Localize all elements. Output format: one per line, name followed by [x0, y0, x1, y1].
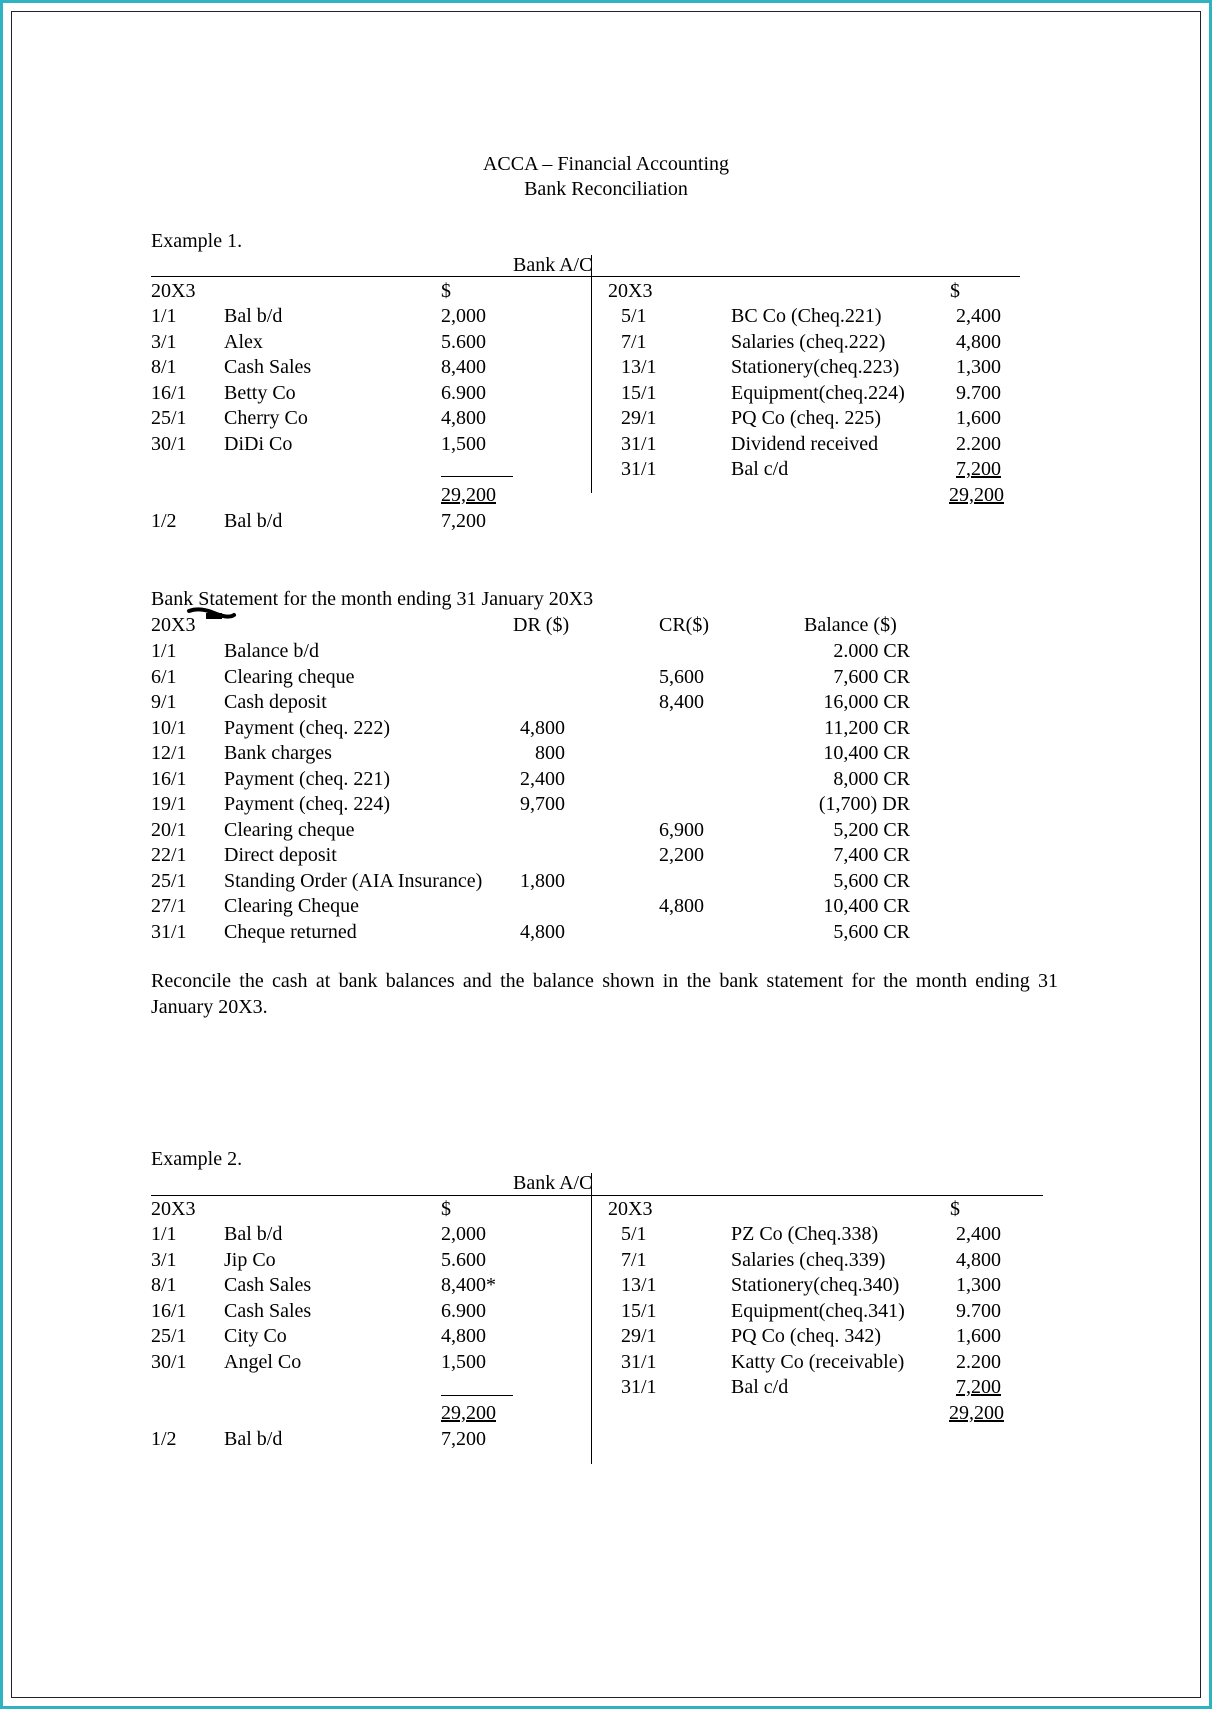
statement-row-desc: Payment (cheq. 224) [224, 793, 391, 815]
example1-top-rule [151, 276, 1020, 277]
statement-row-desc: Balance b/d [224, 640, 319, 662]
ledger-credit-date: 7/1 [621, 1249, 647, 1271]
ledger-credit-amount: 7,200 [956, 1376, 1001, 1398]
ledger-debit-amount: 4,800 [441, 407, 486, 429]
ledger-credit-amount: 2,400 [956, 305, 1001, 327]
statement-row-date: 22/1 [151, 844, 187, 866]
ledger-debit-desc: Jip Co [224, 1249, 276, 1271]
ledger-credit-date: 31/1 [621, 458, 657, 480]
example1-cr-year: 20X3 [608, 280, 653, 302]
ledger-credit-desc: Bal c/d [731, 1376, 789, 1398]
ledger-debit-desc: Bal b/d [224, 1223, 283, 1245]
ledger-credit-date: 31/1 [621, 1351, 657, 1373]
ledger-credit-date: 5/1 [621, 1223, 647, 1245]
statement-row-desc: Clearing cheque [224, 666, 355, 688]
ledger-credit-amount: 1,300 [956, 356, 1001, 378]
ledger-credit-desc: Dividend received [731, 433, 879, 455]
ledger-credit-date: 13/1 [621, 1274, 657, 1296]
ledger-credit-amount: 9.700 [956, 1300, 1001, 1322]
ledger-debit-amount: 1,500 [441, 1351, 486, 1373]
ledger-debit-date: 8/1 [151, 1274, 177, 1296]
statement-row-dr: 800 [535, 742, 565, 764]
ledger-debit-desc: Angel Co [224, 1351, 302, 1373]
statement-row-dr: 9,700 [520, 793, 565, 815]
ledger-credit-amount: 2.200 [956, 1351, 1001, 1373]
statement-row-date: 10/1 [151, 717, 187, 739]
ledger-debit-desc: City Co [224, 1325, 287, 1347]
ledger-credit-desc: Salaries (cheq.222) [731, 331, 886, 353]
statement-row-desc: Cash deposit [224, 691, 327, 713]
example1-account-title: Bank A/C [513, 254, 593, 276]
ledger-credit-amount: 2.200 [956, 433, 1001, 455]
statement-cr-header: CR($) [659, 614, 709, 636]
statement-row-balance: 2.000 CR [833, 640, 910, 662]
statement-row-balance: 16,000 CR [823, 691, 910, 713]
statement-row-dr: 4,800 [520, 921, 565, 943]
ledger-debit-amount: 2,000 [441, 1223, 486, 1245]
example2-bal-bd-date: 1/2 [151, 1428, 177, 1450]
statement-row-desc: Payment (cheq. 222) [224, 717, 391, 739]
ledger-credit-amount: 1,600 [956, 407, 1001, 429]
statement-dr-header: DR ($) [513, 614, 570, 636]
ledger-debit-date: 3/1 [151, 331, 177, 353]
ledger-credit-date: 5/1 [621, 305, 647, 327]
statement-row-date: 1/1 [151, 640, 177, 662]
ledger-credit-date: 31/1 [621, 1376, 657, 1398]
example1-cr-currency: $ [950, 280, 960, 302]
ledger-credit-desc: PQ Co (cheq. 342) [731, 1325, 881, 1347]
ledger-credit-amount: 1,300 [956, 1274, 1001, 1296]
statement-year: 20X3 [151, 614, 196, 636]
statement-row-balance: 10,400 CR [823, 895, 910, 917]
ledger-credit-date: 29/1 [621, 1325, 657, 1347]
example2-dr-year: 20X3 [151, 1198, 196, 1220]
ledger-credit-amount: 2,400 [956, 1223, 1001, 1245]
ledger-debit-amount: 4,800 [441, 1325, 486, 1347]
statement-row-dr: 2,400 [520, 768, 565, 790]
statement-title: Bank Statement for the month ending 31 January 20X3 [151, 588, 594, 610]
example2-account-title: Bank A/C [513, 1172, 593, 1194]
example1-bal-bd-desc: Bal b/d [224, 510, 283, 532]
example1-dr-year: 20X3 [151, 280, 196, 302]
ledger-credit-date: 15/1 [621, 1300, 657, 1322]
ledger-debit-desc: Alex [224, 331, 263, 353]
example2-label: Example 2. [151, 1148, 243, 1170]
ledger-debit-date: 25/1 [151, 1325, 187, 1347]
example1-dr-subtotal-rule [441, 476, 513, 477]
statement-row-balance: 5,600 CR [833, 921, 910, 943]
statement-row-date: 19/1 [151, 793, 187, 815]
ledger-credit-amount: 9.700 [956, 382, 1001, 404]
statement-row-date: 20/1 [151, 819, 187, 841]
ledger-debit-date: 25/1 [151, 407, 187, 429]
statement-row-balance: 7,600 CR [833, 666, 910, 688]
page-border [11, 11, 1201, 1698]
statement-row-desc: Clearing Cheque [224, 895, 359, 917]
ledger-debit-date: 30/1 [151, 1351, 187, 1373]
example2-dr-currency: $ [441, 1198, 451, 1220]
statement-row-balance: 10,400 CR [823, 742, 910, 764]
ledger-credit-desc: BC Co (Cheq.221) [731, 305, 882, 327]
example2-dr-subtotal-rule [441, 1395, 513, 1396]
ledger-credit-desc: PZ Co (Cheq.338) [731, 1223, 879, 1245]
ledger-credit-date: 13/1 [621, 356, 657, 378]
ledger-debit-amount: 1,500 [441, 433, 486, 455]
ledger-credit-amount: 4,800 [956, 331, 1001, 353]
ledger-debit-desc: Cherry Co [224, 407, 308, 429]
ledger-debit-amount: 6.900 [441, 1300, 486, 1322]
statement-row-date: 27/1 [151, 895, 187, 917]
statement-row-dr: 4,800 [520, 717, 565, 739]
statement-row-cr: 8,400 [659, 691, 704, 713]
statement-row-balance: 11,200 CR [824, 717, 910, 739]
ledger-credit-desc: Katty Co (receivable) [731, 1351, 905, 1373]
example2-cr-year: 20X3 [608, 1198, 653, 1220]
example1-t-divider [591, 255, 592, 493]
ledger-debit-amount: 5.600 [441, 1249, 486, 1271]
ledger-credit-desc: Stationery(cheq.223) [731, 356, 900, 378]
statement-row-desc: Bank charges [224, 742, 332, 764]
ledger-credit-desc: PQ Co (cheq. 225) [731, 407, 881, 429]
ledger-credit-desc: Bal c/d [731, 458, 789, 480]
statement-row-cr: 4,800 [659, 895, 704, 917]
doc-title: ACCA – Financial Accounting [482, 153, 730, 175]
ledger-debit-desc: Bal b/d [224, 305, 283, 327]
example2-bal-bd-amount: 7,200 [441, 1428, 486, 1450]
ledger-credit-date: 31/1 [621, 433, 657, 455]
doc-subtitle: Bank Reconciliation [524, 178, 688, 200]
statement-row-balance: 5,600 CR [833, 870, 910, 892]
ledger-credit-amount: 4,800 [956, 1249, 1001, 1271]
statement-row-date: 6/1 [151, 666, 177, 688]
ledger-debit-date: 1/1 [151, 1223, 177, 1245]
ledger-credit-desc: Salaries (cheq.339) [731, 1249, 886, 1271]
statement-row-balance: (1,700) DR [818, 793, 910, 815]
statement-row-desc: Cheque returned [224, 921, 357, 943]
statement-row-dr: 1,800 [520, 870, 565, 892]
example1-label: Example 1. [151, 230, 243, 252]
example2-t-divider [591, 1173, 592, 1464]
example2-bal-bd-desc: Bal b/d [224, 1428, 283, 1450]
statement-row-balance: 8,000 CR [833, 768, 910, 790]
ledger-debit-amount: 8,400 [441, 356, 486, 378]
ledger-debit-amount: 8,400* [441, 1274, 496, 1296]
example1-bal-bd-amount: 7,200 [441, 510, 486, 532]
statement-row-date: 31/1 [151, 921, 187, 943]
ledger-credit-date: 7/1 [621, 331, 647, 353]
ledger-credit-desc: Equipment(cheq.341) [731, 1300, 905, 1322]
ledger-credit-amount: 7,200 [956, 458, 1001, 480]
ledger-debit-amount: 2,000 [441, 305, 486, 327]
statement-row-desc: Direct deposit [224, 844, 337, 866]
instruction-paragraph: Reconcile the cash at bank balances and the balance shown in the bank statement for the month ending 31 January 20X3. [151, 970, 1058, 1018]
ledger-credit-date: 29/1 [621, 407, 657, 429]
statement-row-balance: 5,200 CR [833, 819, 910, 841]
ledger-debit-date: 16/1 [151, 1300, 187, 1322]
statement-row-date: 25/1 [151, 870, 187, 892]
statement-row-cr: 2,200 [659, 844, 704, 866]
ledger-debit-desc: Betty Co [224, 382, 296, 404]
ledger-debit-amount: 6.900 [441, 382, 486, 404]
ledger-debit-desc: Cash Sales [224, 1300, 312, 1322]
statement-balance-header: Balance ($) [804, 614, 897, 636]
ledger-debit-desc: DiDi Co [224, 433, 293, 455]
ledger-credit-desc: Equipment(cheq.224) [731, 382, 905, 404]
statement-row-desc: Standing Order (AIA Insurance) [224, 870, 483, 892]
statement-row-balance: 7,400 CR [833, 844, 910, 866]
example2-top-rule [151, 1195, 1043, 1196]
example1-bal-bd-date: 1/2 [151, 510, 177, 532]
statement-row-date: 12/1 [151, 742, 187, 764]
ledger-debit-date: 3/1 [151, 1249, 177, 1271]
ledger-debit-amount: 5.600 [441, 331, 486, 353]
example2-cr-currency: $ [950, 1198, 960, 1220]
statement-row-cr: 6,900 [659, 819, 704, 841]
ledger-debit-desc: Cash Sales [224, 1274, 312, 1296]
ledger-debit-date: 16/1 [151, 382, 187, 404]
statement-row-date: 16/1 [151, 768, 187, 790]
statement-row-desc: Clearing cheque [224, 819, 355, 841]
statement-row-desc: Payment (cheq. 221) [224, 768, 391, 790]
example2-cr-total: 29,200 [949, 1402, 1004, 1424]
statement-row-cr: 5,600 [659, 666, 704, 688]
ledger-debit-date: 30/1 [151, 433, 187, 455]
ledger-debit-date: 8/1 [151, 356, 177, 378]
example2-dr-total: 29,200 [441, 1402, 496, 1424]
ledger-debit-date: 1/1 [151, 305, 177, 327]
ledger-credit-desc: Stationery(cheq.340) [731, 1274, 900, 1296]
ledger-credit-date: 15/1 [621, 382, 657, 404]
statement-row-date: 9/1 [151, 691, 177, 713]
example1-cr-total: 29,200 [949, 484, 1004, 506]
ledger-debit-desc: Cash Sales [224, 356, 312, 378]
example1-dr-total: 29,200 [441, 484, 496, 506]
ledger-credit-amount: 1,600 [956, 1325, 1001, 1347]
example1-dr-currency: $ [441, 280, 451, 302]
